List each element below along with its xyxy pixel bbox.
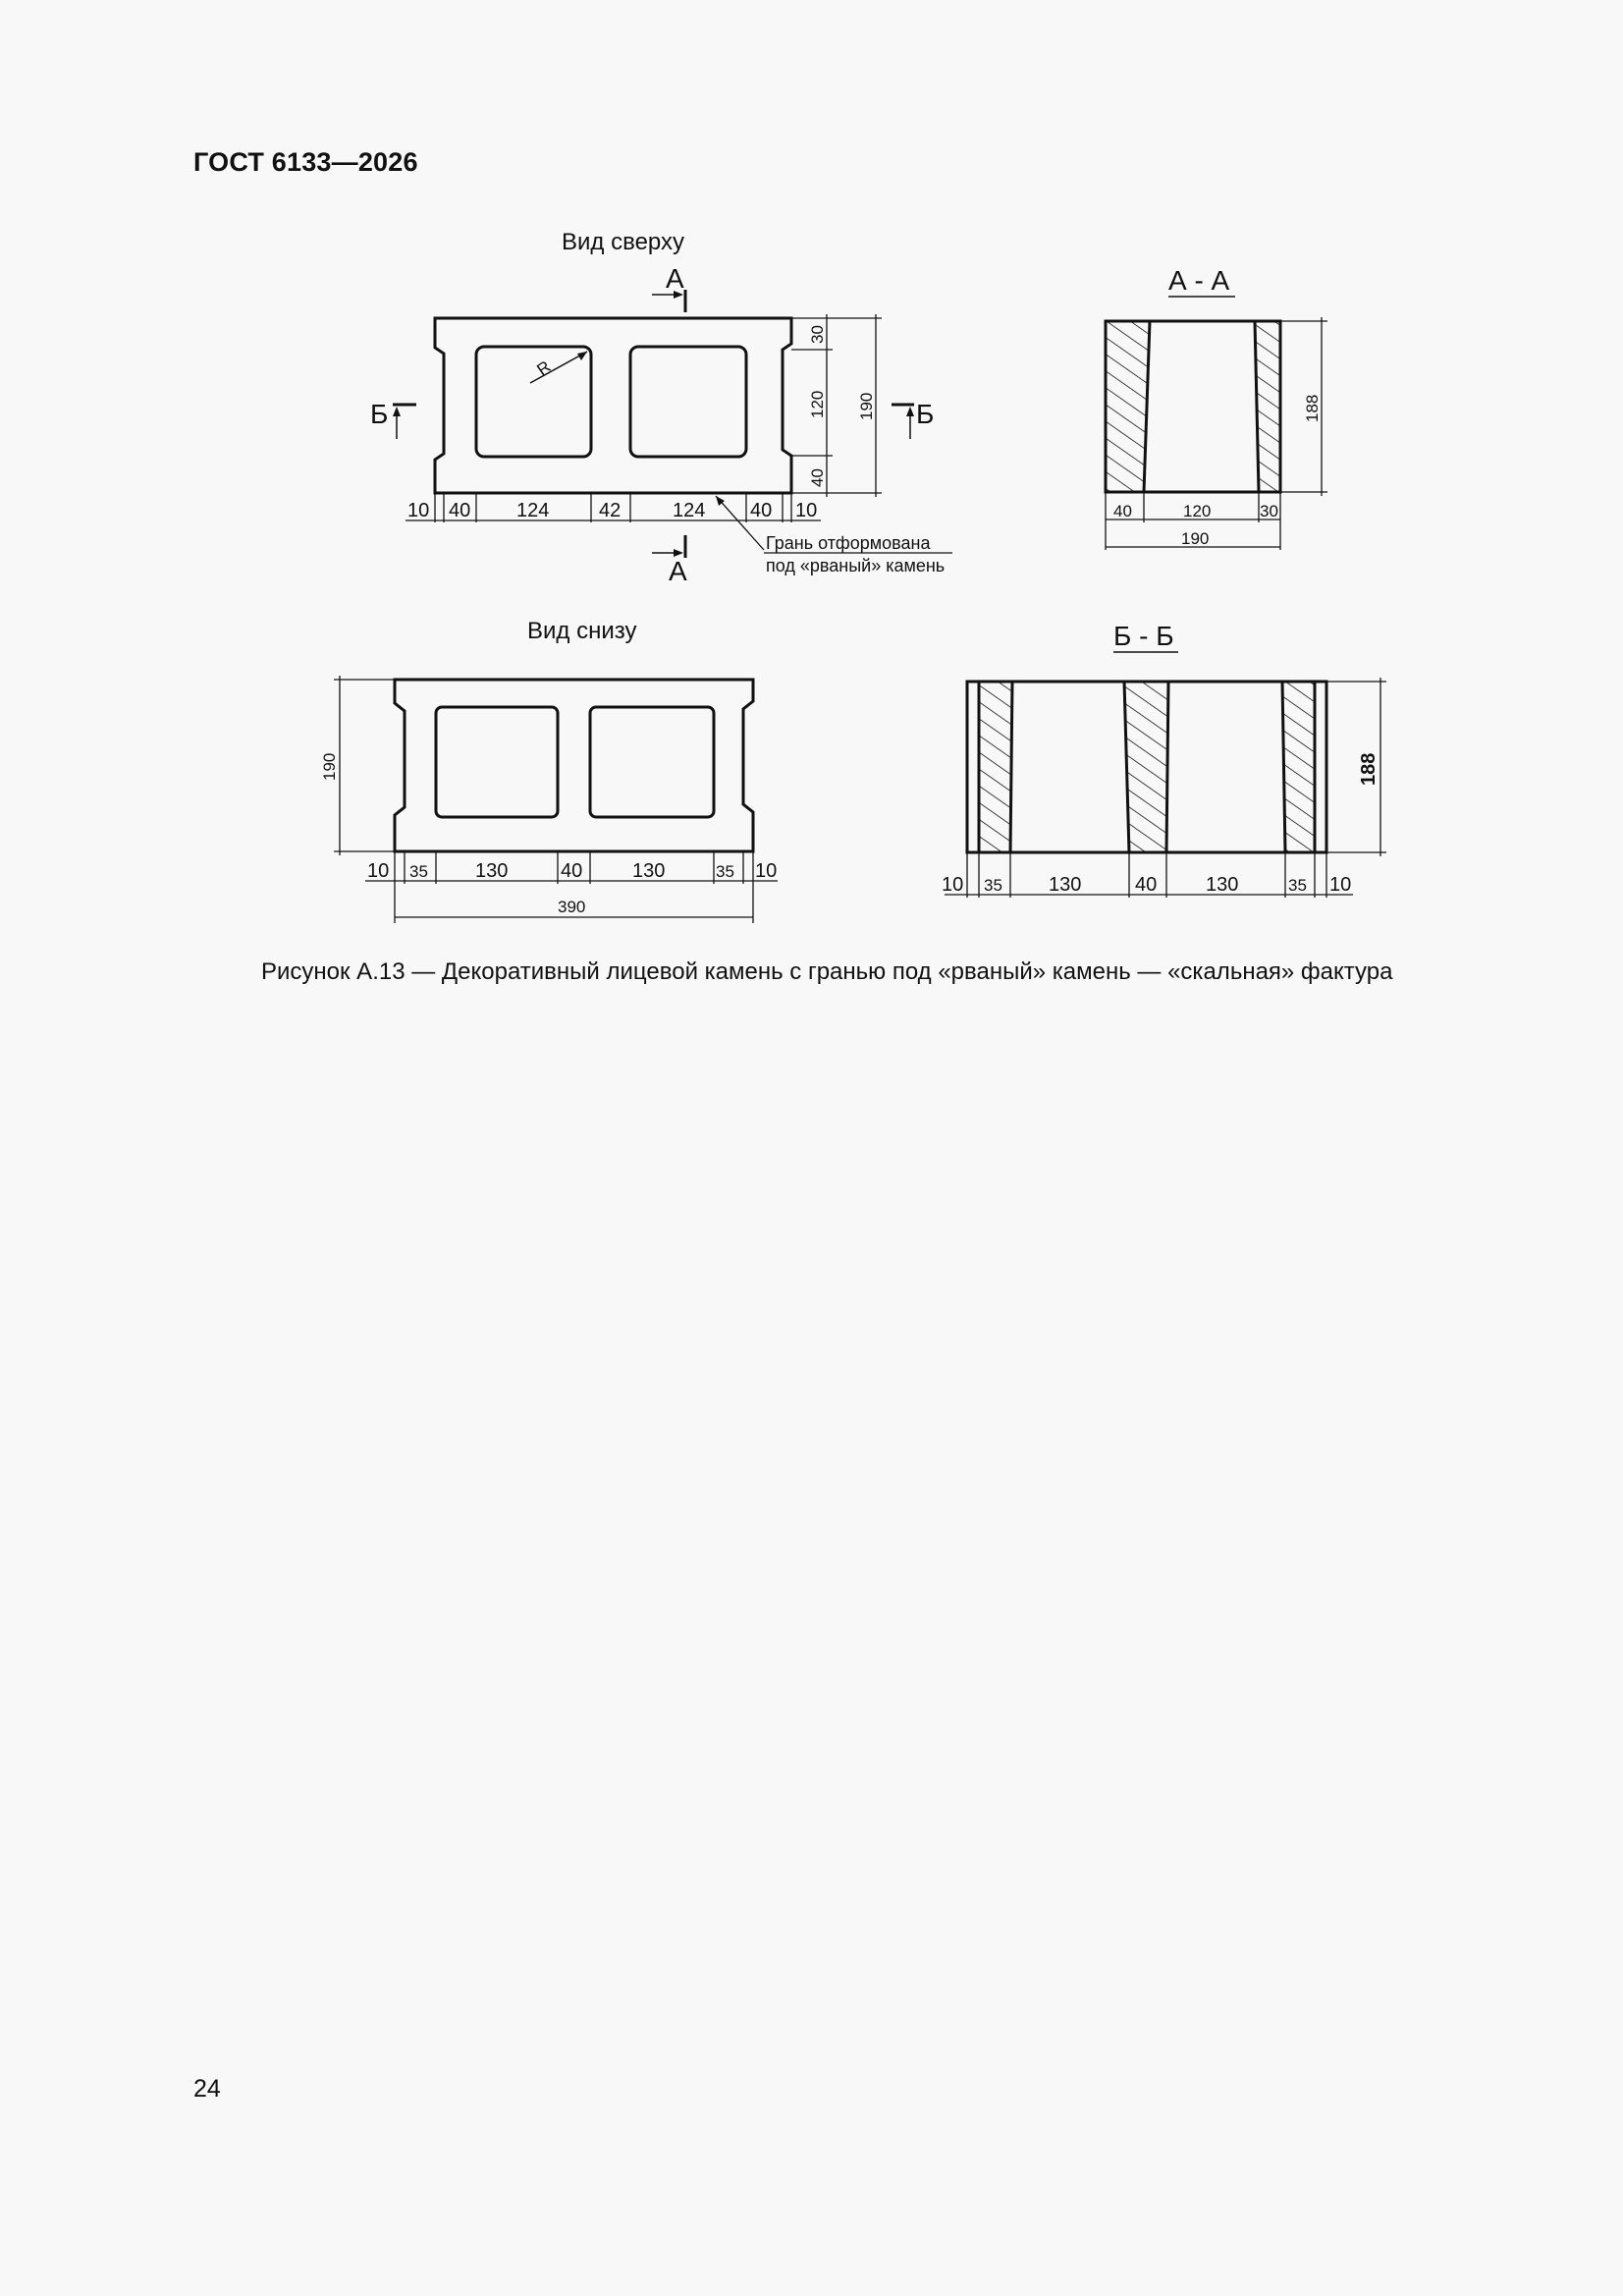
section-a-label-top: А <box>666 263 684 294</box>
top-dim-right-2: 40 <box>808 468 827 487</box>
bottom-view <box>320 618 778 923</box>
bottom-dim-2: 130 <box>475 860 509 882</box>
section-a-label-bottom: А <box>669 556 687 586</box>
bb-dim-4: 130 <box>1206 874 1239 896</box>
section-b-label-right: Б <box>916 399 935 429</box>
bb-web-left <box>979 682 1012 852</box>
top-dim-0: 10 <box>407 500 430 521</box>
bb-dim-0: 10 <box>942 874 964 896</box>
section-aa <box>1106 265 1327 550</box>
bottom-dim-0: 10 <box>367 860 390 882</box>
bottom-view-title: Вид снизу <box>527 618 637 644</box>
top-dim-right-1: 120 <box>808 390 827 418</box>
note-line-2: под «рваный» камень <box>766 556 946 575</box>
section-aa-web-right <box>1255 321 1280 492</box>
top-view-cavity-right <box>630 347 746 457</box>
top-view <box>370 229 952 586</box>
bottom-dim-3: 40 <box>561 860 583 882</box>
bb-dim-2: 130 <box>1049 874 1082 896</box>
section-aa-title: А - А <box>1168 265 1230 296</box>
top-dim-1: 40 <box>449 500 471 521</box>
figure-caption: Рисунок А.13 — Декоративный лицевой камень с гранью под «рваный» камень — «скальная» фактура <box>261 958 1393 985</box>
section-aa-web-left <box>1106 321 1150 492</box>
bb-dim-3: 40 <box>1135 874 1158 896</box>
note-line-1: Грань отформована <box>766 533 931 553</box>
aa-dim-0: 40 <box>1113 502 1132 520</box>
top-dim-2: 124 <box>516 500 550 521</box>
aa-dim-total: 190 <box>1181 529 1210 548</box>
bottom-dim-total: 390 <box>558 898 586 916</box>
bottom-view-cavity-left <box>436 707 558 817</box>
bb-web-right <box>1282 682 1315 852</box>
top-dim-right-0: 30 <box>808 325 827 344</box>
bottom-dim-6: 10 <box>755 860 778 882</box>
top-view-outline <box>435 318 791 493</box>
bottom-dim-4: 130 <box>632 860 666 882</box>
bb-dim-right: 188 <box>1358 752 1380 786</box>
technical-drawing <box>0 0 1623 982</box>
bottom-view-outline <box>395 680 753 851</box>
bottom-view-cavity-right <box>590 707 714 817</box>
top-dim-4: 124 <box>673 500 706 521</box>
section-b-label-left: Б <box>370 399 389 429</box>
radius-label: R <box>533 356 555 380</box>
top-dim-5: 40 <box>750 500 773 521</box>
page-number: 24 <box>193 2075 221 2103</box>
bb-dim-1: 35 <box>984 876 1002 895</box>
section-bb-title: Б - Б <box>1113 621 1174 651</box>
top-view-title: Вид сверху <box>562 229 684 255</box>
bb-web-middle <box>1124 682 1168 852</box>
bottom-dim-left: 190 <box>320 752 339 781</box>
aa-dim-2: 30 <box>1260 502 1278 520</box>
top-dim-3: 42 <box>599 500 622 521</box>
section-bb <box>942 621 1386 898</box>
top-dim-total-right: 190 <box>857 392 876 420</box>
bottom-dim-1: 35 <box>409 862 428 881</box>
bottom-dim-5: 35 <box>716 862 734 881</box>
bb-dim-6: 10 <box>1329 874 1352 896</box>
aa-dim-1: 120 <box>1183 502 1212 520</box>
document-header: ГОСТ 6133—2026 <box>193 147 418 177</box>
aa-dim-right: 188 <box>1303 394 1322 422</box>
top-dim-6: 10 <box>795 500 818 521</box>
bb-dim-5: 35 <box>1288 876 1307 895</box>
